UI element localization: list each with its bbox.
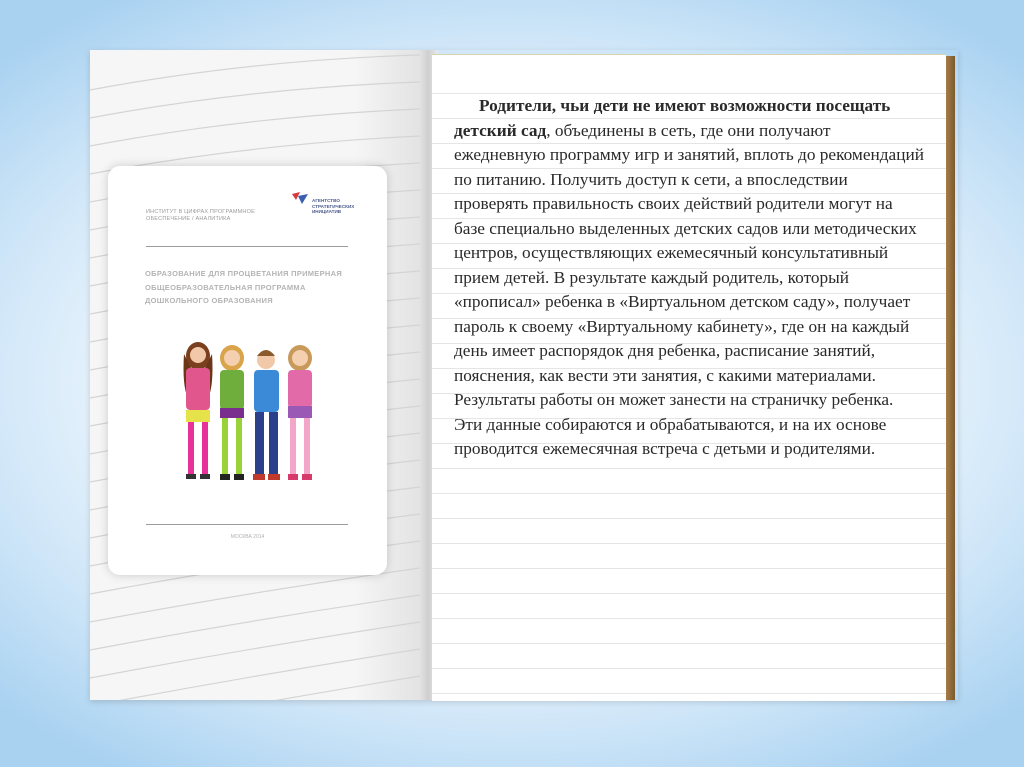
page-edge: [946, 56, 955, 700]
child-4: [288, 345, 312, 480]
program-cover: [108, 166, 387, 575]
agency-logo-icon: [290, 190, 312, 208]
child-3: [253, 350, 280, 480]
article-lead: Родители, чьи дети не имеют возможности посещать детский сад: [454, 96, 891, 140]
child-2: [220, 345, 244, 480]
cover-footer: МОСКВА 2014: [230, 534, 265, 540]
children-photo: [174, 336, 324, 516]
cover-heading: ОБРАЗОВАНИЕ ДЛЯ ПРОЦВЕТАНИЯ ПРИМЕРНАЯ ОБЩЕОБРАЗОВАТЕЛЬНАЯ ПРОГРАММА ДОШКОЛЬНОГО ОБРАЗОВАНИЯ: [145, 269, 343, 305]
cover-top-text: ИНСТИТУТ В ЦИФРАХ ПРОГРАММНОЕ ОБЕСПЕЧЕНИЕ / АНАЛИТИКА: [146, 209, 255, 222]
cover-logo-text: АГЕНТСТВО СТРАТЕГИЧЕСКИХ ИНИЦИАТИВ: [312, 198, 355, 215]
article-body: , объединены в сеть, где они получают ежедневную программу игр и занятий, вплоть до рекомендаций по питанию. Получить доступ к сети, а впоследствии проверять правильность своих действий родители могут на базе специально выделенных детских садов или методических центров, осуществляющих ежемесячный консультативный прием детей. В результате каждый родитель, который «прописал» ребенка в «Виртуальном детском саду», получает пароль к своему «Виртуальному кабинету», где он на каждый день имеет распорядок дня ребенка, расписание занятий, пояснения, как вести эти занятия, с какими материалами. Результаты работы он может занести на страничку ребенка. Эти данные собираются и обрабатываются, и на их основе проводится ежемесячная встреча с детьми и родителями.: [454, 120, 924, 458]
article-text: [454, 94, 924, 462]
cover-logo: [290, 190, 370, 230]
child-1: [184, 342, 213, 479]
cover-rule-top: [146, 246, 348, 247]
cover-rule-bottom: [146, 524, 348, 525]
